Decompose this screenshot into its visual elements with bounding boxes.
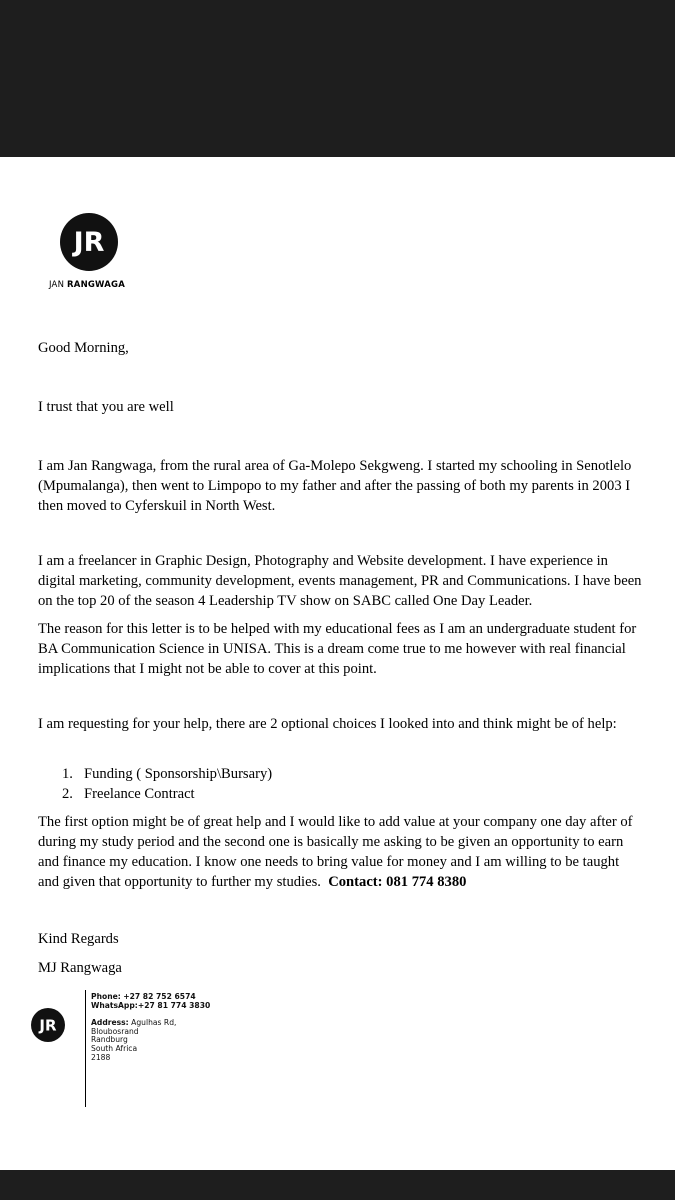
address-line: Address: Agulhas Rd, [91,1018,177,1028]
intro-paragraph: I am Jan Rangwaga, from the rural area of Ga-Molepo Sekgweng. I started my schooling in Senotlelo (Mpumalanga), then went to Limpopo to my father and after the passing of both my parents in 2003 I then moved to Cyferskuil in North West. [38,458,632,514]
list-item: 1. Funding ( Sponsorship\Bursary) [62,766,273,782]
brand-last-name: RANGWAGA [67,280,125,290]
bottom-dark-bar [0,1170,675,1200]
options-list [62,764,272,804]
experience-paragraph: I am a freelancer in Graphic Design, Photography and Website development. I have experience in digital marketing, community development, events management, PR and Communications. I have been on the top 20 of the season 4 Leadership TV show on SABC called One Day Leader. [38,553,642,609]
signature-name: MJ Rangwaga [38,960,122,976]
logo-letters: JR [73,227,105,258]
footer-contact-info [91,993,210,1062]
jr-footer-logo-icon [31,1008,65,1042]
address-line: Bloubosrand [91,1026,139,1036]
address-line: Randburg [91,1035,128,1045]
phone-line: Phone: +27 82 752 6574 [91,992,196,1001]
jr-logo-icon [60,213,118,271]
brand-first-name: JAN [49,280,65,290]
top-dark-bar [0,0,675,157]
whatsapp-line: WhatsApp:+27 81 774 3830 [91,1000,211,1010]
reason-paragraph: The reason for this letter is to be helped with my educational fees as I am an undergraduate student for BA Communication Science in UNISA. This is a dream come true to me however with real financial implications that I might not be able to cover at this point. [38,621,637,677]
request-paragraph: I am requesting for your help, there are 2 optional choices I looked into and think might be of help: [38,716,617,732]
greeting: Good Morning, [38,340,129,356]
closing-paragraph: The first option might be of great help and I would like to add value at your company one day after of during my study period and the second one is basically me asking to be given an opportunity to earn and finance my education. I know one needs to bring value for money and I am willing to be taught and given that opportunity to further my studies. Contact: 081 774 8380 [38,814,633,890]
address-line: 2188 [91,1052,111,1062]
contact-number: Contact: 081 774 8380 [328,874,467,890]
closing-line: Kind Regards [38,931,119,947]
list-item: 2. Freelance Contract [62,786,195,802]
wellwish-line: I trust that you are well [38,399,174,415]
address-line: South Africa [91,1043,138,1053]
brand-name [49,280,125,290]
footer-divider [85,990,86,1107]
footer-logo-letters: JR [39,1016,57,1035]
